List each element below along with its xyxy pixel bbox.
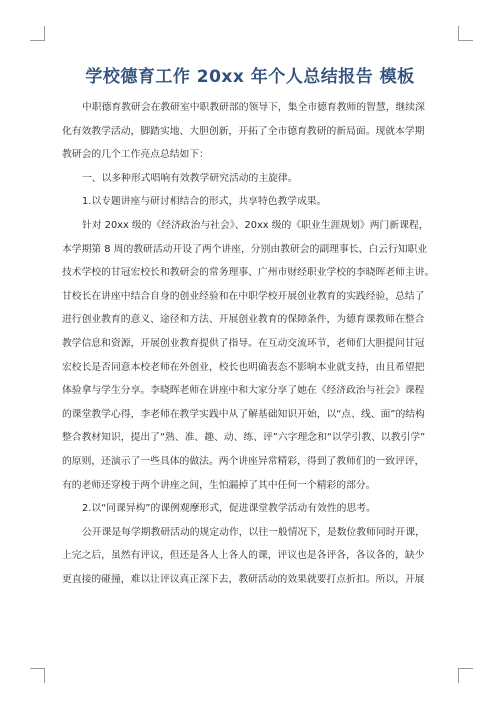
text-line: 进行创业教育的意义、途径和方法、开展创业教育的保障条件，为德育课教师在整合	[62, 314, 425, 326]
text-line: 教研会的几个工作亮点总结如下：	[62, 149, 209, 161]
text-line: 有的老师还穿梭于两个讲座之间，生怕漏掉了其中任何一个精彩的部分。	[62, 479, 376, 491]
subsection-heading: 1.以专题讲座与研讨相结合的形式，共享特色教学成果。	[82, 196, 327, 208]
text-line: 整合教材知识，提出了“熟、准、趣、动、练、评”六字理念和“以学引教、以教引学”	[62, 432, 426, 444]
crop-mark-bottom-left	[30, 668, 45, 683]
text-line: 针对 20xx 级的《经济政治与社会》、20xx 级的《职业生涯规划》两门新课程，	[82, 219, 429, 231]
text-line: 宏校长是否同意本校老师在外创业，校长也明确表态不影响本业就支持，由且希望把	[62, 361, 425, 373]
text-line: 更直接的碰撞，难以让评议真正深下去，教研活动的效果就要打点折扣。所以，开展	[62, 573, 425, 585]
text-line: 化有效教学活动，脚踏实地、大胆创新，开拓了全市德育教研的新局面。现就本学期	[62, 125, 425, 137]
text-line: 公开课是每学期教研活动的规定动作，以往一般情况下，是数位教师同时开课，	[82, 526, 425, 538]
text-line: 的课堂教学心得，李老师在教学实践中从了解基础知识开始，以“点、线、面”的结构	[62, 408, 425, 420]
subsection-heading: 2.以“同课异构”的课例观摩形式，促进课堂教学活动有效性的思考。	[82, 503, 376, 515]
text-line: 中职德育教研会在教研室中职教研部的领导下，集全市德育教师的智慧，继续深	[82, 102, 425, 113]
text-line: 本学期第 8 周的教研活动开设了两个讲座，分别由教研会的副理事长、白云行知职业	[62, 243, 428, 255]
crop-mark-bottom-right	[458, 668, 473, 683]
text-line: 的原则，还演示了一些具体的做法。两个讲座异常精彩，得到了教师们的一致评评，	[62, 455, 425, 467]
crop-mark-top-left	[30, 26, 45, 41]
text-line: 上完之后，虽然有评议，但还是各人上各人的课，评议也是各评各，各议各的，缺少	[62, 550, 425, 562]
crop-mark-top-right	[458, 26, 473, 41]
document-body	[62, 96, 438, 591]
document-title: 学校德育工作 20xx 年个人总结报告 模板	[85, 67, 415, 87]
section-heading: 一、以多种形式唱响有效教学研究活动的主旋律。	[82, 172, 298, 184]
text-line: 技术学校的甘冠宏校长和教研会的常务理事、广州市财经职业学校的李晓晖老师主讲。	[62, 267, 435, 279]
text-line: 教学信息和资源，开展创业教育提供了指导。在互动交流环节，老师们大胆提问甘冠	[62, 337, 425, 349]
text-line: 体验拿与学生分享。李晓晖老师在讲座中和大家分享了她在《经济政治与社会》课程	[62, 385, 425, 397]
text-line: 甘校长在讲座中结合自身的创业经验和在中职学校开展创业教育的实践经验，总结了	[62, 290, 425, 302]
